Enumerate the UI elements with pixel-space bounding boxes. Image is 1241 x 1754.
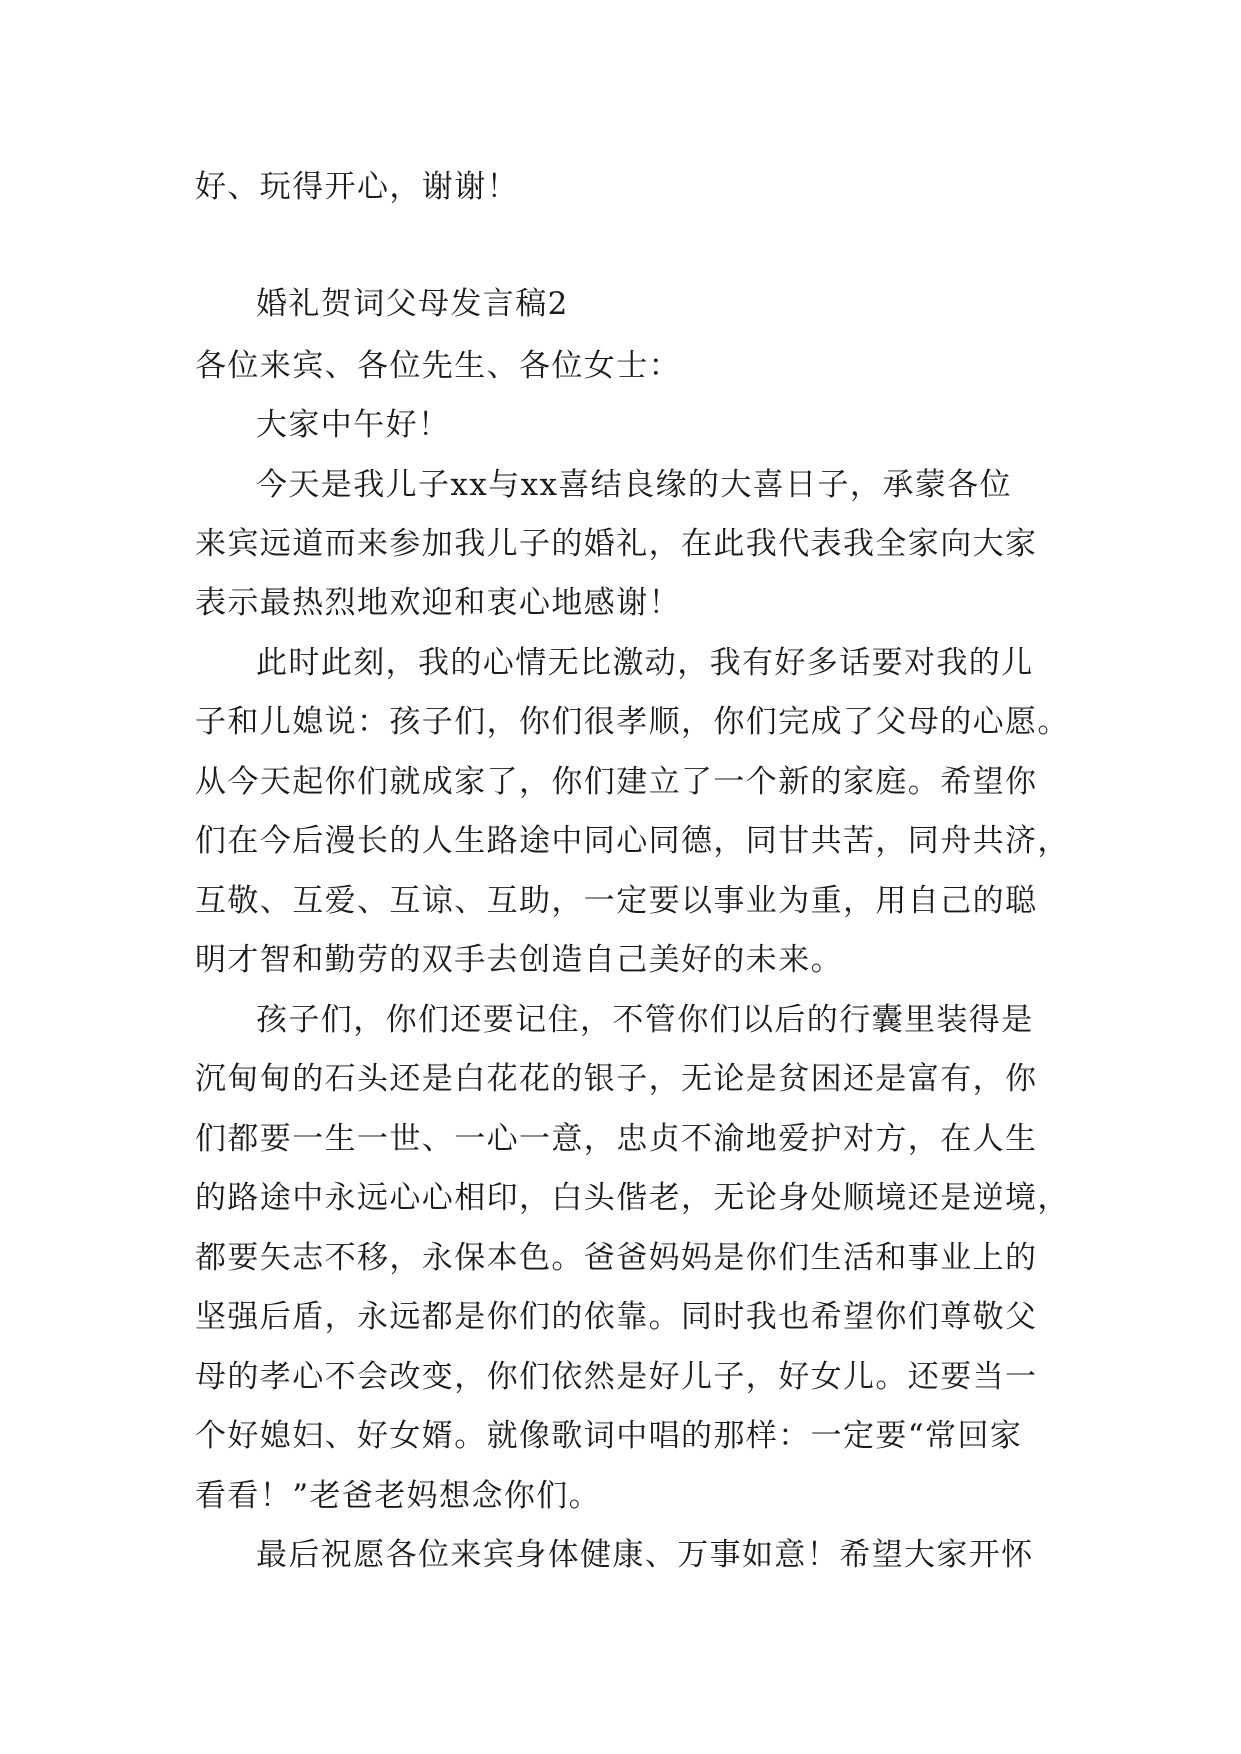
closing-line: 好、玩得开心，谢谢！ — [195, 169, 519, 205]
salutation: 各位来宾、各位先生、各位女士： — [195, 348, 681, 384]
paragraph-line: 坚强后盾，永远都是你们的依靠。同时我也希望你们尊敬父 — [195, 1299, 1038, 1335]
paragraph-line: 互敬、互爱、互谅、互助，一定要以事业为重，用自己的聪 — [195, 883, 1038, 919]
paragraph-line: 表示最热烈地欢迎和衷心地感谢！ — [195, 585, 681, 621]
paragraph-line: 都要矢志不移，永保本色。爸爸妈妈是你们生活和事业上的 — [195, 1240, 1038, 1276]
paragraph-line: 孩子们，你们还要记住，不管你们以后的行囊里装得是 — [256, 1002, 1034, 1038]
paragraph-line: 从今天起你们就成家了，你们建立了一个新的家庭。希望你 — [195, 764, 1038, 800]
paragraph-line: 此时此刻，我的心情无比激动，我有好多话要对我的儿 — [256, 645, 1034, 681]
paragraph-line: 来宾远道而来参加我儿子的婚礼，在此我代表我全家向大家 — [195, 526, 1038, 562]
section-title: 婚礼贺词父母发言稿2 — [256, 286, 569, 322]
paragraph-line: 母的孝心不会改变，你们依然是好儿子，好女儿。还要当一 — [195, 1359, 1038, 1395]
paragraph-line: 沉甸甸的石头还是白花花的银子，无论是贫困还是富有，你 — [195, 1061, 1038, 1097]
paragraph-line: 最后祝愿各位来宾身体健康、万事如意！希望大家开怀 — [256, 1537, 1034, 1573]
paragraph-line: 们都要一生一世、一心一意，忠贞不渝地爱护对方，在人生 — [195, 1121, 1038, 1157]
paragraph-line: 子和儿媳说：孩子们，你们很孝顺，你们完成了父母的心愿。 — [195, 704, 1070, 740]
greeting: 大家中午好！ — [256, 407, 451, 443]
paragraph-line: 的路途中永远心心相印，白头偕老，无论身处顺境还是逆境， — [195, 1180, 1070, 1216]
paragraph-line: 明才智和勤劳的双手去创造自己美好的未来。 — [195, 942, 843, 978]
paragraph-line: 们在今后漫长的人生路途中同心同德，同甘共苦，同舟共济， — [195, 823, 1070, 859]
paragraph-line: 看看！”老爸老妈想念你们。 — [195, 1478, 602, 1514]
paragraph-line: 个好媳妇、好女婿。就像歌词中唱的那样：一定要“常回家 — [195, 1418, 1023, 1454]
paragraph-line: 今天是我儿子xx与xx喜结良缘的大喜日子，承蒙各位 — [256, 467, 1012, 503]
